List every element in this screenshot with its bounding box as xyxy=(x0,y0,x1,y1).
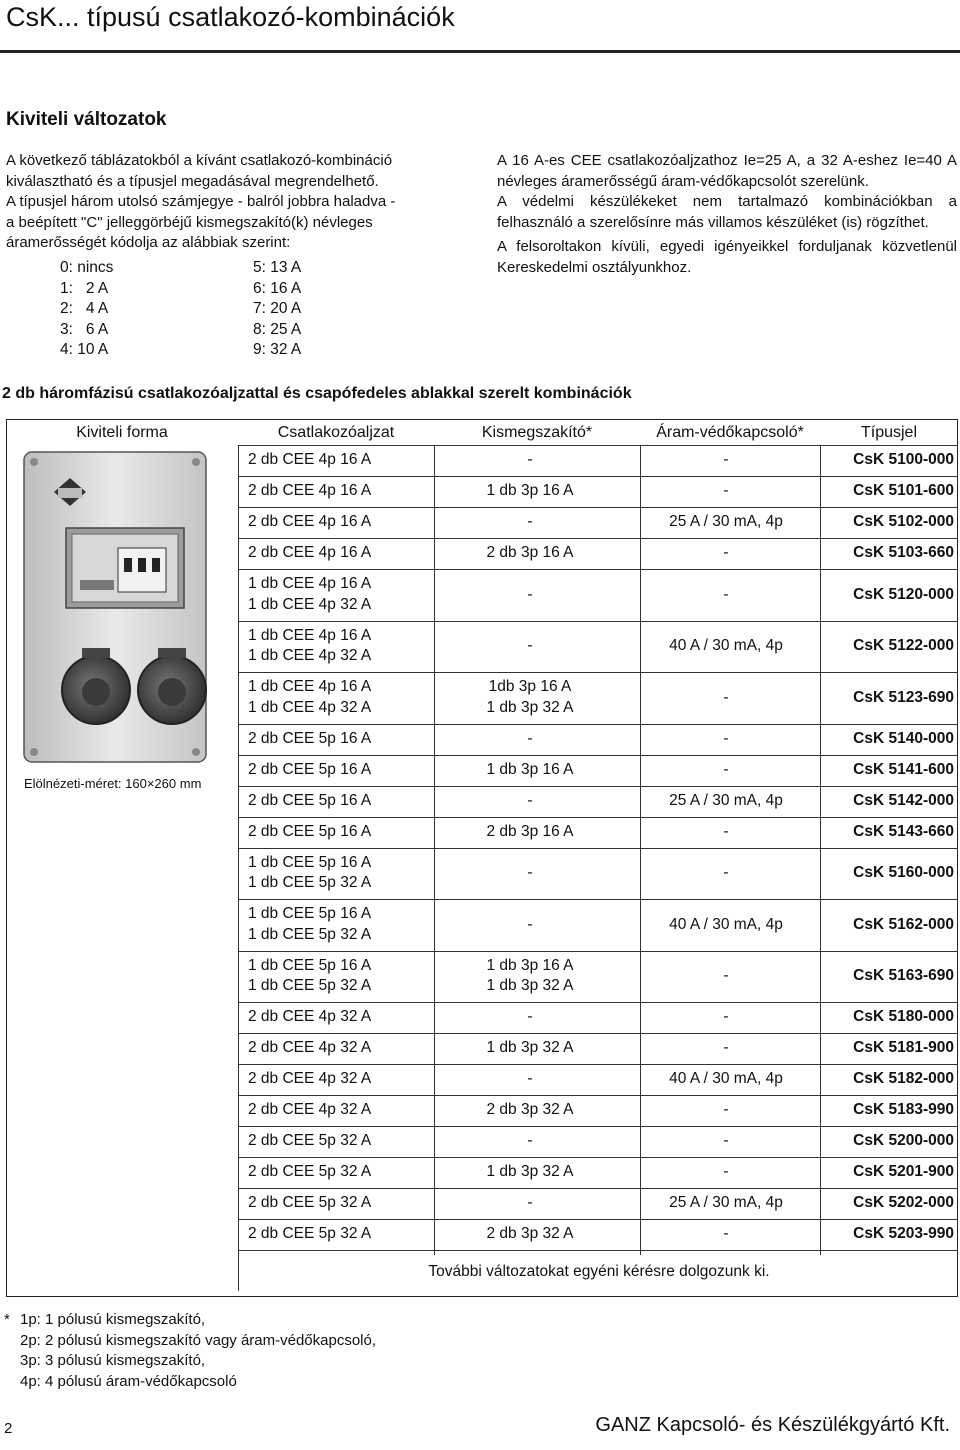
code-row xyxy=(60,258,301,279)
footnote-text: 3p: 3 pólusú kismegszakító, xyxy=(20,1352,206,1369)
code-row xyxy=(60,340,301,361)
cell-socket-line: 2 db CEE 5p 16 A xyxy=(248,760,372,778)
row-divider xyxy=(238,569,958,570)
cell-mcb-line: - xyxy=(527,1132,533,1150)
title-divider xyxy=(0,50,960,53)
cell-rcd-line: - xyxy=(723,760,729,778)
cell-rcd xyxy=(637,1162,815,1183)
cell-socket-line: 1 db CEE 5p 32 A xyxy=(248,874,372,892)
cell-type-code-line: CsK 5142-000 xyxy=(853,791,954,809)
cell-type-code xyxy=(820,585,954,606)
code-right: 6: 16 A xyxy=(253,279,302,297)
cell-rcd-line: - xyxy=(723,1008,729,1026)
row-divider xyxy=(238,1250,958,1251)
cell-socket-line: 1 db CEE 4p 32 A xyxy=(248,698,372,716)
cell-type-code-line: CsK 5141-600 xyxy=(853,760,954,778)
code-right: 9: 32 A xyxy=(253,341,302,358)
cell-rcd xyxy=(637,688,815,709)
cell-socket xyxy=(248,904,438,945)
cell-mcb-line: 1 db 3p 32 A xyxy=(486,1039,574,1057)
page-title: CsK... típusú csatlakozó-kombinációk xyxy=(6,2,455,32)
footnote-row xyxy=(4,1310,376,1331)
cell-type-code xyxy=(820,1162,954,1183)
cell-rcd-line: - xyxy=(723,1225,729,1243)
cell-socket xyxy=(248,729,438,750)
cell-socket-line: 2 db CEE 4p 32 A xyxy=(248,1070,372,1088)
right-column-text xyxy=(497,151,957,278)
cell-socket-line: 1 db CEE 4p 16 A xyxy=(248,678,372,696)
code-left: 2: 4 A xyxy=(60,300,109,317)
cell-mcb xyxy=(441,1224,619,1245)
cell-rcd xyxy=(637,512,815,533)
cell-rcd xyxy=(637,729,815,750)
page-number: 2 xyxy=(4,1420,13,1437)
header-csatlakozoaljzat: Csatlakozóaljzat xyxy=(277,424,395,441)
cell-type-code xyxy=(820,822,954,843)
cell-type-code xyxy=(820,863,954,884)
row-divider xyxy=(238,848,958,849)
cell-rcd xyxy=(637,1069,815,1090)
cell-socket xyxy=(248,1131,438,1152)
cell-type-code-line: CsK 5202-000 xyxy=(853,1194,954,1212)
row-divider xyxy=(238,951,958,952)
contact-paragraph: A felsoroltakon kívüli, egyedi igényeikkel forduljanak közvetlenül Kereskedelmi osztályunkhoz. xyxy=(497,238,957,276)
code-row xyxy=(60,299,301,320)
cell-mcb-line: 1 db 3p 32 A xyxy=(486,1163,574,1181)
row-divider xyxy=(238,755,958,756)
cell-socket-line: 2 db CEE 4p 32 A xyxy=(248,1008,372,1026)
cell-type-code xyxy=(820,481,954,502)
cell-mcb-line: - xyxy=(527,864,533,881)
cell-socket-line: 1 db CEE 5p 16 A xyxy=(248,853,372,871)
cell-rcd-line: 25 A / 30 mA, 4p xyxy=(669,791,783,809)
cell-mcb xyxy=(441,760,619,781)
cell-mcb-line: 1 db 3p 32 A xyxy=(486,977,574,995)
cell-socket xyxy=(248,512,438,533)
cell-socket xyxy=(248,956,438,997)
cell-rcd xyxy=(637,760,815,781)
cell-type-code xyxy=(820,636,954,657)
cell-socket xyxy=(248,1069,438,1090)
cell-mcb-line: 1db 3p 16 A xyxy=(488,678,572,696)
cell-type-code-line: CsK 5123-690 xyxy=(853,688,954,706)
cell-rcd xyxy=(637,543,815,564)
row-divider xyxy=(238,817,958,818)
row-divider xyxy=(238,621,958,622)
cell-type-code-line: CsK 5200-000 xyxy=(853,1132,954,1150)
footnote-text: 2p: 2 pólusú kismegszakító vagy áram-védőkapcsoló, xyxy=(20,1331,377,1349)
row-divider xyxy=(238,1064,958,1065)
cell-rcd-line: - xyxy=(723,967,729,984)
cell-mcb-line: 2 db 3p 16 A xyxy=(486,822,574,840)
footnote-row xyxy=(4,1372,376,1393)
code-left: 4: 10 A xyxy=(60,341,109,358)
cell-socket-line: 1 db CEE 4p 16 A xyxy=(248,626,372,644)
cell-type-code xyxy=(820,966,954,987)
intro-line: kiválasztható és a típusjel megadásával megrendelhető. xyxy=(6,172,379,190)
cell-type-code-line: CsK 5162-000 xyxy=(853,915,954,933)
cell-socket xyxy=(248,450,438,471)
row-divider xyxy=(238,1157,958,1158)
cell-socket-line: 2 db CEE 5p 16 A xyxy=(248,729,372,747)
current-code-list xyxy=(60,258,301,361)
cell-socket-line: 2 db CEE 5p 32 A xyxy=(248,1132,372,1150)
row-divider xyxy=(238,476,958,477)
cell-type-code-line: CsK 5182-000 xyxy=(853,1070,954,1088)
dimension-caption: Elölnézeti-méret: 160×260 mm xyxy=(24,776,202,791)
header-tipusjel: Típusjel xyxy=(860,424,918,441)
cell-mcb-line: 2 db 3p 32 A xyxy=(486,1101,574,1119)
cell-mcb xyxy=(441,791,619,812)
cell-socket-line: 2 db CEE 4p 16 A xyxy=(248,451,372,469)
cell-socket-line: 1 db CEE 4p 32 A xyxy=(248,647,372,665)
header-kismegszakito: Kismegszakító* xyxy=(481,424,593,441)
cell-socket xyxy=(248,1162,438,1183)
cell-mcb-line: - xyxy=(527,915,533,933)
intro-line: áramerősségét kódolja az alábbiak szerint: xyxy=(6,234,291,251)
footnote-star: * xyxy=(4,1311,10,1328)
footnote-text: 4p: 4 pólusú áram-védőkapcsoló xyxy=(20,1372,237,1390)
cell-rcd xyxy=(637,915,815,936)
cell-type-code xyxy=(820,760,954,781)
intro-line: A típusjel három utolsó számjegye - balról jobbra haladva - xyxy=(6,193,396,210)
cell-rcd-line: - xyxy=(723,585,729,603)
cell-mcb xyxy=(441,1038,619,1059)
row-divider xyxy=(238,1126,958,1127)
code-right: 8: 25 A xyxy=(253,320,302,338)
cell-socket xyxy=(248,574,438,615)
cell-rcd xyxy=(637,1193,815,1214)
footnotes xyxy=(4,1310,376,1392)
cell-mcb xyxy=(441,585,619,606)
cell-mcb xyxy=(441,636,619,657)
cell-rcd xyxy=(637,863,815,884)
cell-rcd-line: - xyxy=(723,864,729,881)
cell-socket-line: 2 db CEE 4p 16 A xyxy=(248,544,372,562)
row-divider xyxy=(238,1033,958,1034)
cell-mcb-line: 2 db 3p 16 A xyxy=(486,544,574,562)
cell-type-code xyxy=(820,1007,954,1028)
cell-rcd-line: 40 A / 30 mA, 4p xyxy=(669,915,783,933)
cell-socket xyxy=(248,1038,438,1059)
cell-type-code-line: CsK 5122-000 xyxy=(853,637,954,654)
cell-rcd-line: - xyxy=(723,688,729,706)
cell-mcb-line: 1 db 3p 32 A xyxy=(486,698,574,716)
cell-mcb-line: - xyxy=(527,1008,533,1026)
cell-socket xyxy=(248,543,438,564)
cell-type-code-line: CsK 5140-000 xyxy=(853,729,954,747)
cell-rcd xyxy=(637,1100,815,1121)
cell-socket-line: 1 db CEE 5p 16 A xyxy=(248,956,372,974)
cell-socket xyxy=(248,791,438,812)
header-aram-vedokapcsolo: Áram-védőkapcsoló* xyxy=(656,424,804,441)
cell-socket-line: 2 db CEE 4p 16 A xyxy=(248,513,372,531)
cell-type-code xyxy=(820,915,954,936)
table-note: További változatokat egyéni kérésre dolgozunk ki. xyxy=(428,1263,770,1280)
cell-rcd-line: - xyxy=(723,822,729,840)
cell-rcd-line: - xyxy=(723,1039,729,1057)
cell-mcb xyxy=(441,915,619,936)
cell-mcb xyxy=(441,543,619,564)
cell-socket-line: 2 db CEE 5p 16 A xyxy=(248,822,372,840)
cell-rcd-line: - xyxy=(723,1132,729,1150)
cell-mcb-line: - xyxy=(527,1194,533,1212)
row-divider xyxy=(238,672,958,673)
intro-text xyxy=(6,151,464,254)
cell-mcb xyxy=(441,1069,619,1090)
cell-rcd xyxy=(637,481,815,502)
footnote-text: 1p: 1 pólusú kismegszakító, xyxy=(20,1311,206,1328)
row-divider xyxy=(238,1188,958,1189)
cell-socket-line: 1 db CEE 5p 16 A xyxy=(248,905,372,923)
cell-rcd-line: 25 A / 30 mA, 4p xyxy=(669,1194,783,1212)
cell-type-code-line: CsK 5160-000 xyxy=(853,864,954,881)
cell-rcd xyxy=(637,822,815,843)
column-divider xyxy=(238,445,239,1291)
cell-rcd-line: 25 A / 30 mA, 4p xyxy=(669,513,783,531)
row-divider xyxy=(238,899,958,900)
footnote-row xyxy=(4,1351,376,1372)
row-divider xyxy=(238,445,958,446)
code-row xyxy=(60,279,301,300)
cell-mcb xyxy=(441,1131,619,1152)
row-divider xyxy=(238,724,958,725)
cell-socket xyxy=(248,1224,438,1245)
cell-socket xyxy=(248,822,438,843)
cell-rcd xyxy=(637,1007,815,1028)
cell-mcb xyxy=(441,481,619,502)
header-kiviteli-forma: Kiviteli forma xyxy=(76,424,168,441)
cell-mcb xyxy=(441,1100,619,1121)
cell-mcb-line: - xyxy=(527,585,533,603)
cell-type-code xyxy=(820,688,954,709)
cell-mcb-line: - xyxy=(527,451,533,469)
cell-mcb-line: 1 db 3p 16 A xyxy=(486,482,574,500)
cell-socket-line: 2 db CEE 5p 32 A xyxy=(248,1194,372,1212)
cell-type-code-line: CsK 5100-000 xyxy=(853,451,954,469)
cell-mcb xyxy=(441,512,619,533)
cell-socket-line: 2 db CEE 5p 32 A xyxy=(248,1225,372,1243)
row-divider xyxy=(238,507,958,508)
rcd-paragraph: A 16 A-es CEE csatlakozóaljzathoz Ie=25 A, a 32 A-eshez Ie=40 A névleges áramerősségű áram-védőkapcsolót szerelünk. xyxy=(497,152,957,190)
cell-socket xyxy=(248,677,438,718)
cell-rcd-line: - xyxy=(723,451,729,469)
cell-mcb xyxy=(441,863,619,884)
cell-mcb-line: - xyxy=(527,791,533,809)
cell-socket-line: 1 db CEE 5p 32 A xyxy=(248,925,372,943)
cell-type-code-line: CsK 5102-000 xyxy=(853,513,954,531)
cell-rcd xyxy=(637,966,815,987)
cell-mcb xyxy=(441,450,619,471)
cell-mcb xyxy=(441,729,619,750)
cell-socket xyxy=(248,760,438,781)
cell-type-code xyxy=(820,543,954,564)
cell-mcb xyxy=(441,1007,619,1028)
cell-type-code xyxy=(820,1131,954,1152)
cell-type-code-line: CsK 5163-690 xyxy=(853,967,954,984)
cell-type-code xyxy=(820,1100,954,1121)
cell-type-code-line: CsK 5203-990 xyxy=(853,1225,954,1243)
cell-type-code-line: CsK 5143-660 xyxy=(853,822,954,840)
cell-type-code-line: CsK 5201-900 xyxy=(853,1163,954,1181)
row-divider xyxy=(238,1002,958,1003)
cell-mcb-line: 1 db 3p 16 A xyxy=(486,956,574,974)
cell-rcd xyxy=(637,1224,815,1245)
cell-rcd-line: 40 A / 30 mA, 4p xyxy=(669,1070,783,1088)
cell-type-code xyxy=(820,791,954,812)
cell-socket-line: 1 db CEE 4p 16 A xyxy=(248,575,372,593)
cell-rcd xyxy=(637,1131,815,1152)
cell-type-code-line: CsK 5183-990 xyxy=(853,1101,954,1119)
cell-type-code-line: CsK 5120-000 xyxy=(853,585,954,603)
cell-socket xyxy=(248,626,438,667)
code-right: 5: 13 A xyxy=(253,259,302,276)
cell-type-code-line: CsK 5180-000 xyxy=(853,1008,954,1026)
cell-type-code xyxy=(820,1224,954,1245)
cell-socket-line: 2 db CEE 5p 16 A xyxy=(248,791,372,809)
cell-socket xyxy=(248,1193,438,1214)
cell-mcb-line: - xyxy=(527,513,533,531)
row-divider xyxy=(238,1219,958,1220)
cell-mcb-line: 2 db 3p 32 A xyxy=(486,1225,574,1243)
cell-type-code xyxy=(820,1069,954,1090)
cell-mcb xyxy=(441,1193,619,1214)
cell-mcb xyxy=(441,1162,619,1183)
cell-mcb xyxy=(441,956,619,997)
row-divider xyxy=(238,786,958,787)
cell-socket-line: 1 db CEE 4p 32 A xyxy=(248,595,372,613)
cell-rcd xyxy=(637,636,815,657)
cell-socket-line: 2 db CEE 4p 32 A xyxy=(248,1101,372,1119)
code-left: 1: 2 A xyxy=(60,279,109,297)
section-title: Kiviteli változatok xyxy=(6,109,167,130)
cell-mcb xyxy=(441,677,619,718)
cell-type-code xyxy=(820,450,954,471)
row-divider xyxy=(238,1095,958,1096)
code-left: 0: nincs xyxy=(60,259,114,276)
cell-rcd-line: 40 A / 30 mA, 4p xyxy=(669,637,783,654)
code-left: 3: 6 A xyxy=(60,320,109,338)
cell-socket-line: 1 db CEE 5p 32 A xyxy=(248,977,372,995)
cell-type-code-line: CsK 5103-660 xyxy=(853,544,954,562)
cell-socket xyxy=(248,481,438,502)
intro-line: A következő táblázatokból a kívánt csatlakozó-kombináció xyxy=(6,152,393,169)
company-name: GANZ Kapcsoló- és Készülékgyártó Kft. xyxy=(595,1414,950,1436)
cell-socket xyxy=(248,1100,438,1121)
cell-mcb-line: - xyxy=(527,1070,533,1088)
cell-rcd xyxy=(637,1038,815,1059)
cell-mcb-line: - xyxy=(527,729,533,747)
cell-type-code-line: CsK 5181-900 xyxy=(853,1039,954,1057)
cell-rcd xyxy=(637,585,815,606)
footnote-row xyxy=(4,1331,376,1352)
cell-socket-line: 2 db CEE 4p 32 A xyxy=(248,1039,372,1057)
cell-rcd xyxy=(637,791,815,812)
cell-rcd-line: - xyxy=(723,729,729,747)
cell-type-code xyxy=(820,729,954,750)
cell-rcd xyxy=(637,450,815,471)
cell-type-code xyxy=(820,1193,954,1214)
cell-socket-line: 2 db CEE 4p 16 A xyxy=(248,482,372,500)
cell-rcd-line: - xyxy=(723,544,729,562)
cell-socket xyxy=(248,853,438,894)
cell-rcd-line: - xyxy=(723,482,729,500)
cell-mcb-line: - xyxy=(527,637,533,654)
intro-line: a beépített "C" jelleggörbéjű kismegszakító(k) névleges xyxy=(6,213,373,231)
cell-rcd-line: - xyxy=(723,1163,729,1181)
code-right: 7: 20 A xyxy=(253,300,302,317)
row-divider xyxy=(238,538,958,539)
cell-type-code-line: CsK 5101-600 xyxy=(853,482,954,500)
cell-socket xyxy=(248,1007,438,1028)
cell-rcd-line: - xyxy=(723,1101,729,1119)
cell-mcb xyxy=(441,822,619,843)
cell-type-code xyxy=(820,1038,954,1059)
table-title: 2 db háromfázisú csatlakozóaljzattal és csapófedeles ablakkal szerelt kombinációk xyxy=(2,385,632,402)
rail-paragraph: A védelmi készülékeket nem tartalmazó kombinációkban a felhasználó a szerelősínre más villamos készüléket (is) rögzíthet. xyxy=(497,193,957,231)
cell-type-code xyxy=(820,512,954,533)
cell-mcb-line: 1 db 3p 16 A xyxy=(486,760,574,778)
enclosure-photo xyxy=(20,448,216,768)
code-row xyxy=(60,320,301,341)
cell-socket-line: 2 db CEE 5p 32 A xyxy=(248,1163,372,1181)
